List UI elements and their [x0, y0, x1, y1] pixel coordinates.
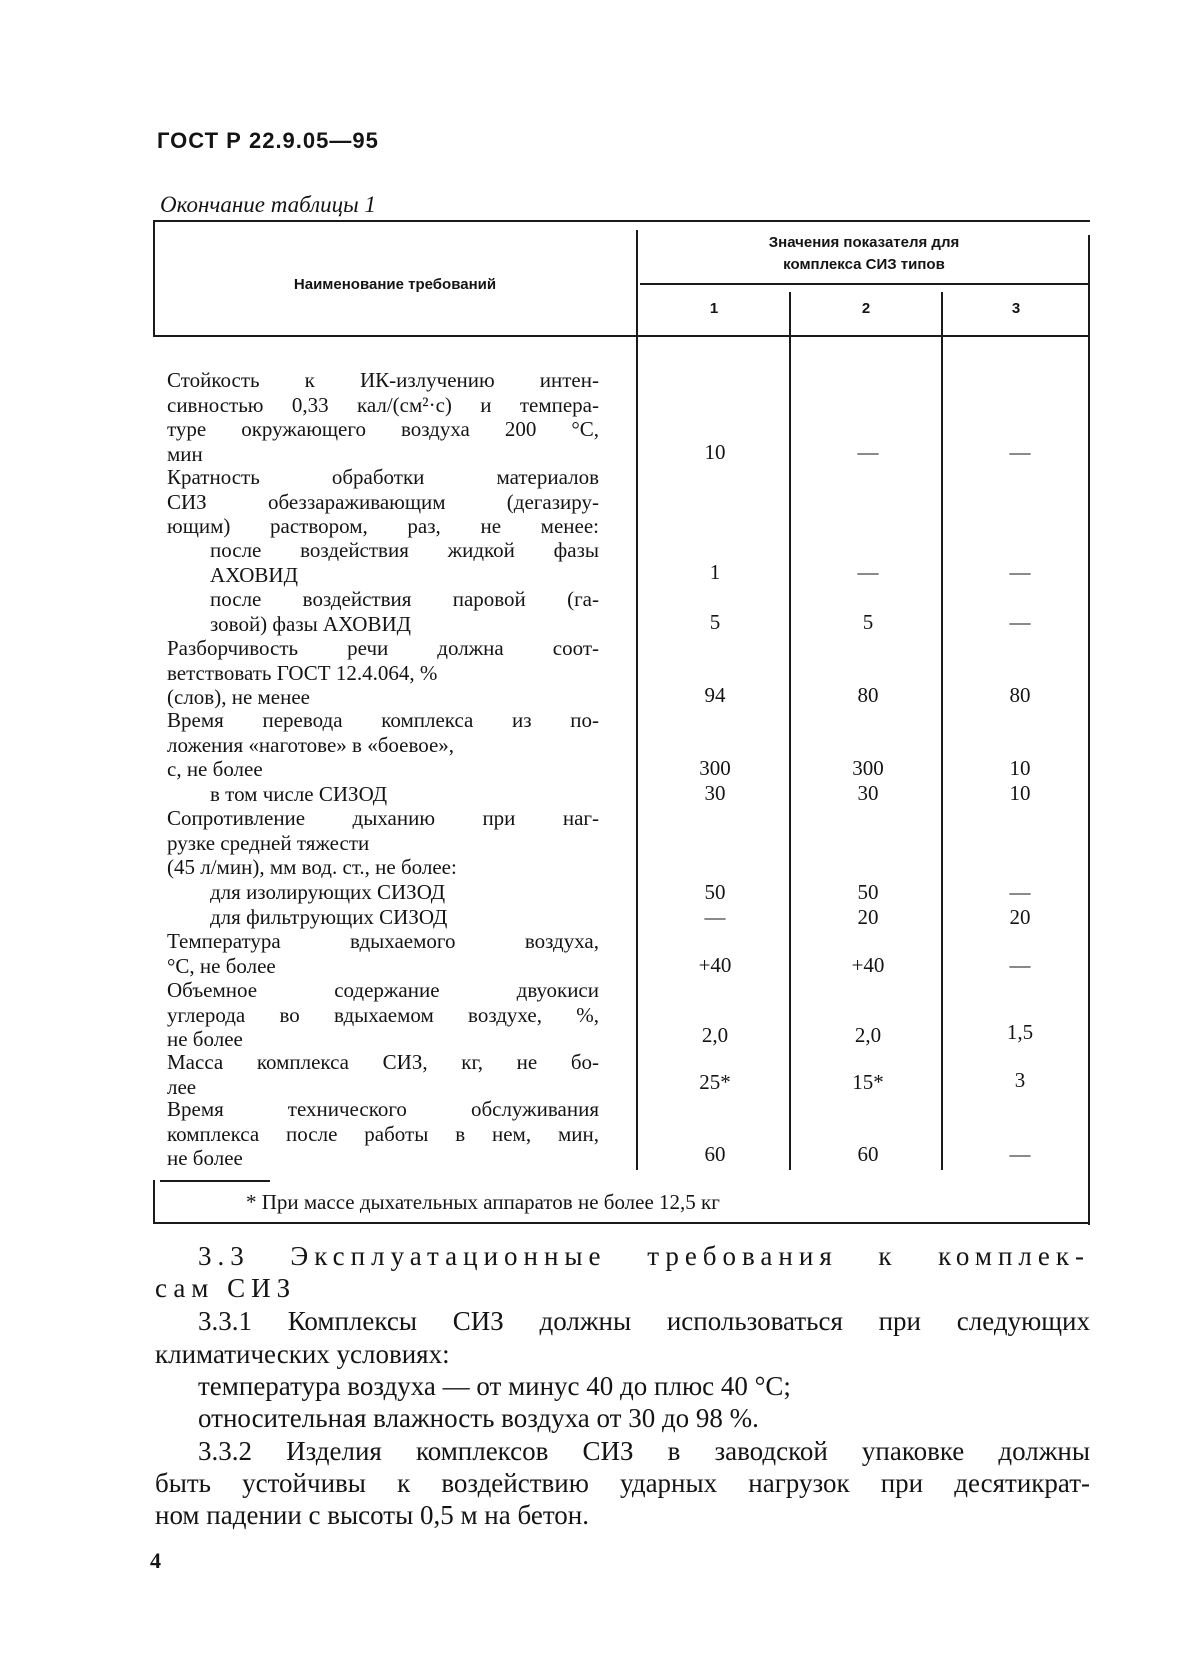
requirement-line: Стойкость к ИК-излучению интен-: [167, 368, 599, 392]
table-left-border-body: [153, 1180, 155, 1224]
table-divider-type1-type2: [789, 292, 791, 1170]
value-ir-type3: —: [1009, 440, 1031, 464]
requirement-line: комплекса после работы в нем, мин,: [167, 1121, 599, 1146]
requirement-line: Кратность обработки материалов: [167, 465, 599, 489]
value-transfer-sizod-type2: 30: [857, 781, 879, 805]
condition-humidity: относительная влажность воздуха от 30 до 98 %.: [198, 1403, 759, 1433]
value-filtering-type3: 20: [1009, 905, 1031, 929]
section-3-3-1-line1: 3.3.1 Комплексы СИЗ должны использоваться при следующих: [198, 1306, 1090, 1336]
requirement-exhaled-temperature: [167, 929, 599, 978]
requirement-service-time: [167, 1097, 599, 1171]
requirement-line: °С, не более: [167, 953, 276, 978]
table-right-border: [1088, 235, 1090, 1225]
value-speech-type1: 94: [704, 683, 726, 707]
requirement-line: не более: [167, 1146, 243, 1170]
value-filtering-type2: 20: [857, 905, 879, 929]
requirement-line: углерода во вдыхаемом воздухе, %,: [167, 1002, 599, 1027]
value-temperature-type1: +40: [698, 953, 732, 977]
requirement-line: сивностью 0,33 кал/(см²·с) и темпера-: [167, 392, 599, 417]
requirement-line: (45 л/мин), мм вод. ст., не более:: [167, 855, 457, 879]
value-mass-type1: 25*: [699, 1070, 731, 1094]
requirement-line: Разборчивость речи должна соот-: [167, 636, 599, 660]
requirement-line: ложения «наготове» в «боевое»,: [167, 732, 455, 757]
requirement-speech-intelligibility: [167, 636, 599, 710]
requirement-line: Время перевода комплекса из по-: [167, 708, 599, 732]
value-transfer-sizod-type1: 30: [704, 781, 726, 805]
table-header-bottom-rule: [153, 335, 1090, 337]
value-temperature-type3: —: [1009, 953, 1031, 977]
requirement-line: Время технического обслуживания: [167, 1097, 599, 1121]
table-caption: Окончание таблицы 1: [160, 192, 376, 217]
requirement-treatment-liquid: [210, 538, 599, 587]
requirement-line: Температура вдыхаемого воздуха,: [167, 929, 599, 953]
requirement-kit-mass: [167, 1050, 599, 1099]
value-transfer-type1: 300: [699, 756, 731, 780]
requirement-ir-resistance: [167, 368, 599, 466]
requirement-treatment-vapor: [210, 587, 599, 636]
value-liquid-type1: 1: [709, 560, 721, 584]
requirement-line: рузке средней тяжести: [167, 830, 370, 855]
value-transfer-type3: 10: [1009, 756, 1031, 780]
table-divider-type2-type3: [941, 292, 943, 1170]
table-header-subrule: [640, 283, 1090, 285]
value-service-type1: 60: [704, 1142, 726, 1166]
value-vapor-type1: 5: [709, 610, 721, 634]
value-isolating-type2: 50: [857, 880, 879, 904]
table-footnote: * При массе дыхательных аппаратов не более 12,5 кг: [246, 1190, 720, 1214]
value-speech-type3: 80: [1009, 683, 1031, 707]
section-3-3-heading-line2: сам СИЗ: [155, 1273, 297, 1303]
requirement-line: Сопротивление дыханию при наг-: [167, 806, 599, 830]
value-service-type2: 60: [857, 1142, 879, 1166]
requirement-line: Объемное содержание двуокиси: [167, 978, 599, 1002]
requirement-line: ветствовать ГОСТ 12.4.064, %: [167, 660, 438, 685]
requirement-resistance-filtering: [210, 905, 599, 930]
value-isolating-type1: 50: [704, 880, 726, 904]
requirement-transfer-sizod: [210, 782, 599, 807]
section-3-3-heading-line1: 3.3 Эксплуатационные требования к комплек-: [198, 1241, 1090, 1271]
column-header-type-2: 2: [861, 300, 871, 317]
value-co2-type1: 2,0: [701, 1023, 729, 1047]
value-isolating-type3: —: [1009, 880, 1031, 904]
requirement-line: после воздействия паровой (га-: [210, 587, 599, 611]
requirement-line: ющим) раствором, раз, не менее:: [167, 514, 599, 538]
requirement-line: туре окружающего воздуха 200 °С,: [167, 417, 599, 441]
requirement-line: (слов), не менее: [167, 685, 311, 709]
value-mass-type3: 3: [1014, 1068, 1026, 1092]
condition-temperature: температура воздуха — от минус 40 до плюс 40 °С;: [198, 1371, 791, 1401]
column-header-type-1: 1: [709, 300, 719, 317]
value-transfer-sizod-type3: 10: [1009, 781, 1031, 805]
page-number: 4: [150, 1548, 161, 1573]
requirement-breathing-resistance: [167, 806, 599, 880]
requirement-line: мин: [167, 441, 203, 466]
value-liquid-type3: —: [1009, 560, 1031, 584]
value-ir-type1: 10: [704, 440, 726, 464]
requirement-resistance-isolating: [210, 880, 599, 905]
value-co2-type3: 1,5: [1006, 1020, 1034, 1044]
requirement-line: в том числе СИЗОД: [210, 782, 388, 806]
value-vapor-type3: —: [1009, 610, 1031, 634]
value-transfer-type2: 300: [852, 756, 884, 780]
table-top-rule: [153, 220, 1090, 222]
document-code: ГОСТ Р 22.9.05—95: [157, 128, 379, 153]
requirement-line: АХОВИД: [210, 562, 298, 587]
requirement-line: лее: [167, 1074, 197, 1099]
requirement-line: не более: [167, 1027, 243, 1051]
column-group-header-line2: комплекса СИЗ типов: [783, 256, 945, 273]
table-bottom-rule: [153, 1222, 1090, 1224]
requirement-transfer-time: [167, 708, 599, 782]
column-header-requirements: Наименование требований: [293, 276, 497, 293]
value-liquid-type2: —: [857, 560, 879, 584]
column-group-header-line1: Значения показателя для: [768, 234, 960, 251]
column-header-type-3: 3: [1011, 300, 1021, 317]
requirement-line: для изолирующих СИЗОД: [210, 880, 446, 904]
section-3-3-2-line3: ном падении с высоты 0,5 м на бетон.: [155, 1500, 589, 1530]
requirement-line: СИЗ обеззараживающим (дегазиру-: [167, 489, 599, 514]
value-co2-type2: 2,0: [854, 1023, 882, 1047]
requirement-line: с, не более: [167, 757, 263, 781]
value-service-type3: —: [1009, 1142, 1031, 1166]
table-divider-name-values: [636, 230, 638, 1170]
requirement-line: Масса комплекса СИЗ, кг, не бо-: [167, 1050, 599, 1074]
section-3-3-2-line1: 3.3.2 Изделия комплексов СИЗ в заводской упаковке должны: [198, 1436, 1090, 1466]
requirement-treatment-multiplicity: [167, 465, 599, 539]
value-temperature-type2: +40: [851, 953, 885, 977]
value-filtering-type1: —: [704, 905, 726, 929]
section-3-3-2-line2: быть устойчивы к воздействию ударных нагрузок при десятикрат-: [155, 1468, 1090, 1498]
value-vapor-type2: 5: [862, 610, 874, 634]
requirement-line: зовой) фазы АХОВИД: [210, 611, 411, 636]
requirement-co2-content: [167, 978, 599, 1052]
value-mass-type2: 15*: [852, 1070, 884, 1094]
requirement-line: после воздействия жидкой фазы: [210, 538, 599, 562]
section-3-3-1-line2: климатических условиях:: [155, 1339, 450, 1369]
requirement-line: для фильтрующих СИЗОД: [210, 905, 448, 929]
footnote-rule: [160, 1180, 270, 1182]
value-ir-type2: —: [857, 440, 879, 464]
value-speech-type2: 80: [857, 683, 879, 707]
